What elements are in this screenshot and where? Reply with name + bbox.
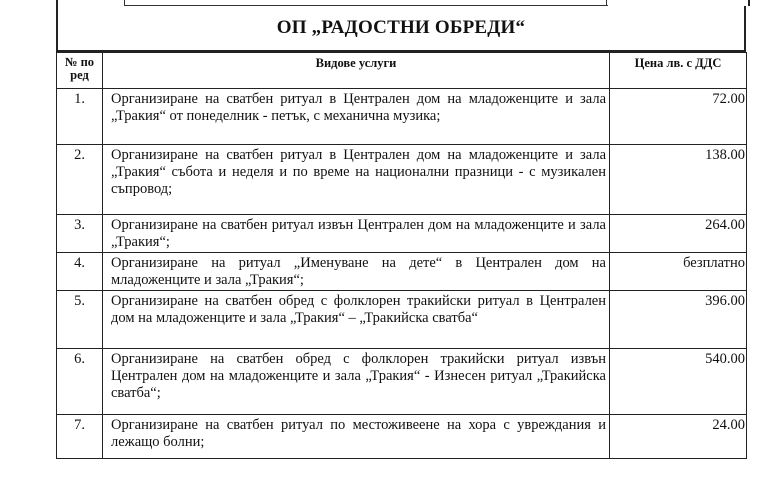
row-service: Организиране на сватбен обред с фолклорен тракийски ритуал извън Централен дом на младоженците и зала „Тракия“ - Изнесен ритуал „Тракийска сватба“; <box>103 349 610 415</box>
section-title-box <box>56 6 746 52</box>
header-service: Видове услуги <box>103 53 610 89</box>
table-row <box>57 349 747 415</box>
row-price: 72.00 <box>610 89 747 145</box>
price-table <box>56 52 747 459</box>
row-service: Организиране на сватбен ритуал извън Централен дом на младоженците и зала „Тракия“; <box>103 215 610 253</box>
row-service: Организиране на сватбен ритуал по местоживеене на хора с увреждания и лежащо болни; <box>103 415 610 459</box>
table-row <box>57 215 747 253</box>
table-row <box>57 291 747 349</box>
row-number: 1. <box>57 89 103 145</box>
section-title: ОП „РАДОСТНИ ОБРЕДИ“ <box>276 17 526 38</box>
table-row <box>57 253 747 291</box>
row-service: Организиране на сватбен ритуал в Централен дом на младоженците и зала „Тракия“ от понеделник - петък, с механична музика; <box>103 89 610 145</box>
row-price: 264.00 <box>610 215 747 253</box>
table-row <box>57 415 747 459</box>
row-service: Организиране на сватбен обред с фолклорен тракийски ритуал в Централен дом на младоженците и зала „Тракия“ – „Тракийска сватба“ <box>103 291 610 349</box>
row-number: 5. <box>57 291 103 349</box>
row-number: 4. <box>57 253 103 291</box>
header-price: Цена лв. с ДДС <box>610 53 747 89</box>
row-number: 7. <box>57 415 103 459</box>
table-header-row <box>57 53 747 89</box>
row-number: 2. <box>57 145 103 215</box>
row-price: 396.00 <box>610 291 747 349</box>
row-price: 540.00 <box>610 349 747 415</box>
row-price: 24.00 <box>610 415 747 459</box>
row-number: 3. <box>57 215 103 253</box>
table-row <box>57 89 747 145</box>
row-service: Организиране на сватбен ритуал в Централен дом на младоженците и зала „Тракия“ събота и неделя и по време на национални празници - с музикален съпровод; <box>103 145 610 215</box>
row-number: 6. <box>57 349 103 415</box>
table-row <box>57 145 747 215</box>
header-number: № по ред <box>57 53 103 89</box>
row-price: безплатно <box>610 253 747 291</box>
row-service: Организиране на ритуал „Именуване на дете“ в Централен дом на младоженците и зала „Тракия“; <box>103 253 610 291</box>
row-price: 138.00 <box>610 145 747 215</box>
